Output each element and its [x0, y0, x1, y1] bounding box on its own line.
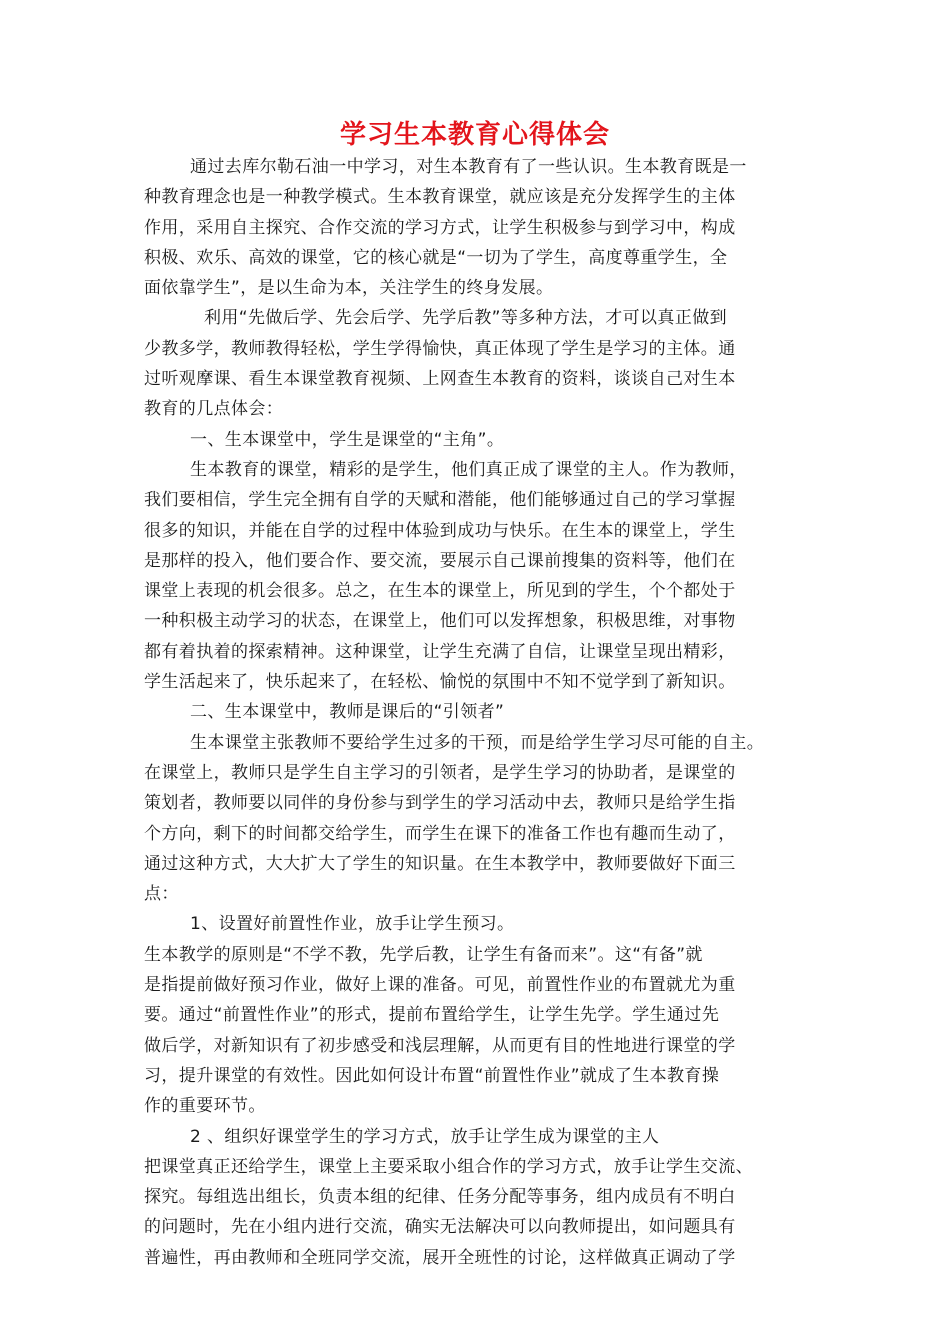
body-line: 一种积极主动学习的状态，在课堂上，他们可以发挥想象，积极思维，对事物 [144, 611, 736, 632]
body-line: 生本教育的课堂，精彩的是学生，他们真正成了课堂的主人。作为教师， [190, 459, 747, 480]
body-line: 种教育理念也是一种教学模式。生本教育课堂，就应该是充分发挥学生的主体 [144, 187, 736, 208]
body-line: 个方向，剩下的时间都交给学生，而学生在课下的准备工作也有趣而生动了， [144, 823, 736, 844]
body-line: 通过这种方式，大大扩大了学生的知识量。在生本教学中，教师要做好下面三 [144, 853, 736, 874]
body-line: 二、生本课堂中，教师是课后的“引领者” [190, 702, 505, 723]
body-line: 2 、组织好课堂学生的学习方式，放手让学生成为课堂的主人 [190, 1126, 660, 1147]
body-line: 很多的知识，并能在自学的过程中体验到成功与快乐。在生本的课堂上，学生 [144, 520, 736, 541]
body-line: 做后学，对新知识有了初步感受和浅层理解，从而更有目的性地进行课堂的学 [144, 1035, 736, 1056]
body-line: 面依靠学生”，是以生命为本，关注学生的终身发展。 [144, 278, 554, 299]
body-line: 点： [144, 884, 179, 905]
body-line: 课堂上表现的机会很多。总之，在生本的课堂上，所见到的学生，个个都处于 [144, 581, 736, 602]
body-line: 作的重要环节。 [144, 1096, 266, 1117]
body-line: 过听观摩课、看生本课堂教育视频、上网查生本教育的资料，谈谈自己对生本 [144, 369, 736, 390]
body-line: 的问题时，先在小组内进行交流，确实无法解决可以向教师提出，如问题具有 [144, 1217, 736, 1238]
body-line: 少教多学，教师教得轻松，学生学得愉快，真正体现了学生是学习的主体。通 [144, 338, 736, 359]
body-line: 是那样的投入，他们要合作、要交流，要展示自己课前搜集的资料等，他们在 [144, 550, 736, 571]
body-line: 策划者，教师要以同伴的身份参与到学生的学习活动中去，教师只是给学生指 [144, 793, 736, 814]
body-line: 生本教学的原则是“不学不教，先学后教，让学生有备而来”。这“有备”就 [144, 944, 703, 965]
body-line: 习，提升课堂的有效性。因此如何设计布置“前置性作业”就成了生本教育操 [144, 1065, 720, 1086]
body-line: 探究。每组选出组长，负责本组的纪律、任务分配等事务，组内成员有不明白 [144, 1187, 736, 1208]
document-title: 学习生本教育心得体会 [339, 120, 610, 150]
body-line: 生本课堂主张教师不要给学生过多的干预，而是给学生学习尽可能的自主。 [190, 732, 765, 753]
body-line: 1、设置好前置性作业，放手让学生预习。 [190, 914, 515, 935]
body-line: 是指提前做好预习作业，做好上课的准备。可见，前置性作业的布置就尤为重 [144, 975, 736, 996]
body-line: 利用“先做后学、先会后学、先学后教”等多种方法，才可以真正做到 [204, 308, 728, 329]
body-line: 通过去库尔勒石油一中学习，对生本教育有了一些认识。生本教育既是一 [190, 157, 747, 177]
body-line: 普遍性，再由教师和全班同学交流，展开全班性的讨论，这样做真正调动了学 [144, 1247, 736, 1268]
body-line: 积极、欢乐、高效的课堂，它的核心就是“一切为了学生，高度尊重学生，全 [144, 247, 728, 268]
body-line: 都有着执着的探索精神。这种课堂，让学生充满了自信，让课堂呈现出精彩， [144, 641, 736, 662]
body-line: 作用，采用自主探究、合作交流的学习方式，让学生积极参与到学习中，构成 [144, 217, 736, 238]
body-line: 把课堂真正还给学生，课堂上主要采取小组合作的学习方式，放手让学生交流、 [144, 1156, 753, 1177]
body-line: 在课堂上，教师只是学生自主学习的引领者，是学生学习的协助者，是课堂的 [144, 762, 736, 783]
body-line: 教育的几点体会： [144, 399, 284, 420]
document-body [144, 152, 824, 1273]
body-line: 一、生本课堂中，学生是课堂的“主角”。 [190, 429, 505, 450]
body-line: 学生活起来了，快乐起来了，在轻松、愉悦的氛围中不知不觉学到了新知识。 [144, 672, 736, 693]
body-line: 要。通过“前置性作业”的形式，提前布置给学生，让学生先学。学生通过先 [144, 1005, 720, 1026]
body-line: 我们要相信，学生完全拥有自学的天赋和潜能，他们能够通过自己的学习掌握 [144, 490, 736, 511]
